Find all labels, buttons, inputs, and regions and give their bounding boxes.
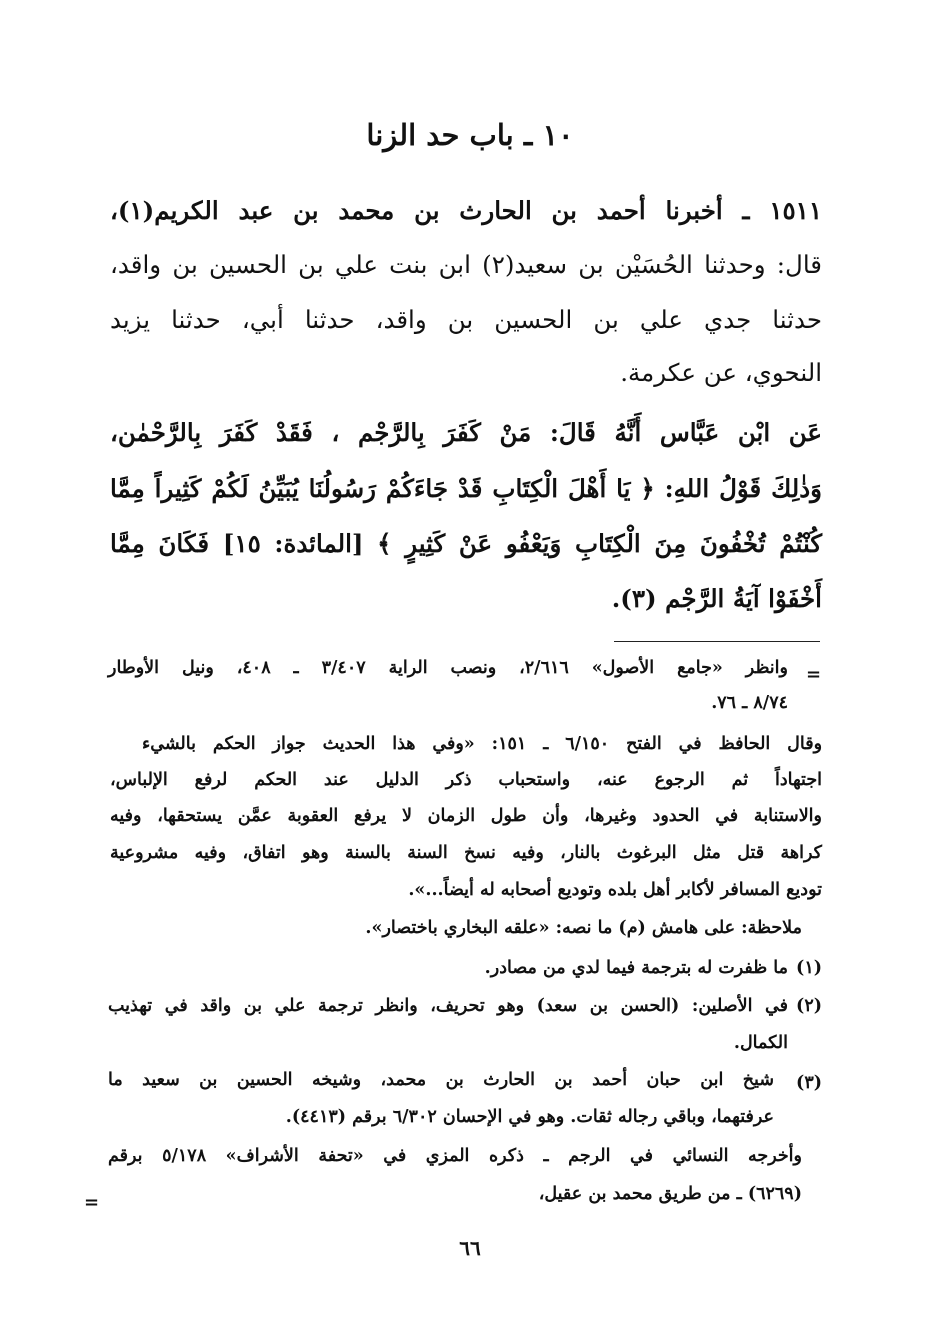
footnote-note: ملاحظة: على هامش (م) ما نصه: «علقه البخاري باختصار». bbox=[365, 918, 802, 938]
main-text-line: حدثنا جدي علي بن الحسين بن واقد، حدثنا أبي، حدثنا يزيد bbox=[110, 305, 822, 334]
footnote-marker: (١) bbox=[796, 958, 822, 978]
page-number: ٦٦ bbox=[459, 1236, 481, 1260]
footnote-line: شيخ ابن حبان أحمد بن الحارث بن محمد، وشيخه الحسين بن سعيد ما bbox=[108, 1070, 774, 1090]
hadith-text-line: عَن ابْن عَبَّاس أَنَّهُ قَالَ: مَنْ كَفَرَ بِالرَّجْم ، فَقَدْ كَفَرَ بِالرَّحْمٰن، bbox=[110, 418, 822, 447]
footnote-line: (٦٢٦٩) ـ من طريق محمد بن عقيل، bbox=[538, 1184, 802, 1204]
continuation-marker: = bbox=[806, 664, 822, 685]
main-text-line: قال: وحدثنا الحُسَيْن بن سعيد(٢) ابن بنت علي بن الحسين بن واقد، bbox=[110, 250, 823, 279]
footnote-line: وأخرجه النسائي في الرجم ـ ذكره المزي في «تحفة الأشراف» ٥/١٧٨ برقم bbox=[108, 1146, 802, 1166]
footnote-separator bbox=[614, 641, 820, 642]
footnote-line: وقال الحافظ في الفتح ٦/١٥٠ ـ ١٥١: «وفي هذا الحديث جواز الحكم بالشيء bbox=[142, 734, 823, 754]
footnote-line: في الأصلين: (الحسن بن سعد) وهو تحريف، وانظر ترجمة علي بن واقد في تهذيب bbox=[108, 996, 788, 1016]
footnote-line: الكمال. bbox=[733, 1033, 788, 1053]
footnote-line: كراهة قتل مثل البرغوث بالنار، وفيه نسخ السنة بالسنة وهو اتفاق، وفيه مشروعية bbox=[110, 843, 822, 863]
footnote-line: عرفتهما، وباقي رجاله ثقات. وهو في الإحسان ٦/٣٠٢ برقم (٤٤١٣). bbox=[285, 1107, 774, 1127]
hadith-text-line: كُنْتُمْ تُخْفُونَ مِنَ الْكِتَابِ وَيَعْفُو عَنْ كَثِيرٍ ﴾ [المائدة: ١٥] فَكَانَ مِمَّا bbox=[110, 529, 823, 558]
footnote-line: اجتهاداً ثم الرجوع عنه، واستحباب ذكر الدليل عند الحكم لرفع الإلباس، bbox=[110, 770, 822, 790]
footnote-line: والاستنابة في الحدود وغيرها، وأن طول الزمان لا يرفع العقوبة عمَّن يستحقها، وفيه bbox=[110, 806, 822, 826]
hadith-text-line: أَخْفَوْا آيَةُ الرَّجْم (٣). bbox=[611, 584, 822, 613]
footnote-marker: (٢) bbox=[796, 996, 822, 1016]
hadith-text-line: وَذٰلِكَ قَوْلُ اللهِ: ﴿ يَا أَهْلَ الْكِتَابِ قَدْ جَاءَكُمْ رَسُولُنَا يُبَيِّنُ لَكُمْ كَثِيراً مِمَّا bbox=[110, 474, 822, 503]
footnote-marker: (٣) bbox=[796, 1073, 822, 1093]
continuation-marker: = bbox=[84, 1192, 100, 1213]
main-text-line: ١٥١١ ـ أخبرنا أحمد بن الحارث بن محمد بن عبد الكريم(١)، bbox=[110, 196, 822, 225]
footnote-line: ٨/٧٤ ـ ٧٦. bbox=[711, 693, 788, 713]
footnote-line: وانظر «جامع الأصول» ٢/٦١٦، ونصب الراية ٣/٤٠٧ ـ ٤٠٨، ونيل الأوطار bbox=[108, 658, 788, 678]
footnote-line: ما ظفرت له بترجمة فيما لدي من مصادر. bbox=[484, 958, 788, 978]
footnote-line: توديع المسافر لأكابر أهل بلده وتوديع أصحابه له أيضاً...». bbox=[408, 880, 822, 900]
chapter-title: ١٠ ـ باب حد الزنا bbox=[366, 118, 574, 152]
main-text-line: النحوي، عن عكرمة. bbox=[620, 358, 822, 387]
